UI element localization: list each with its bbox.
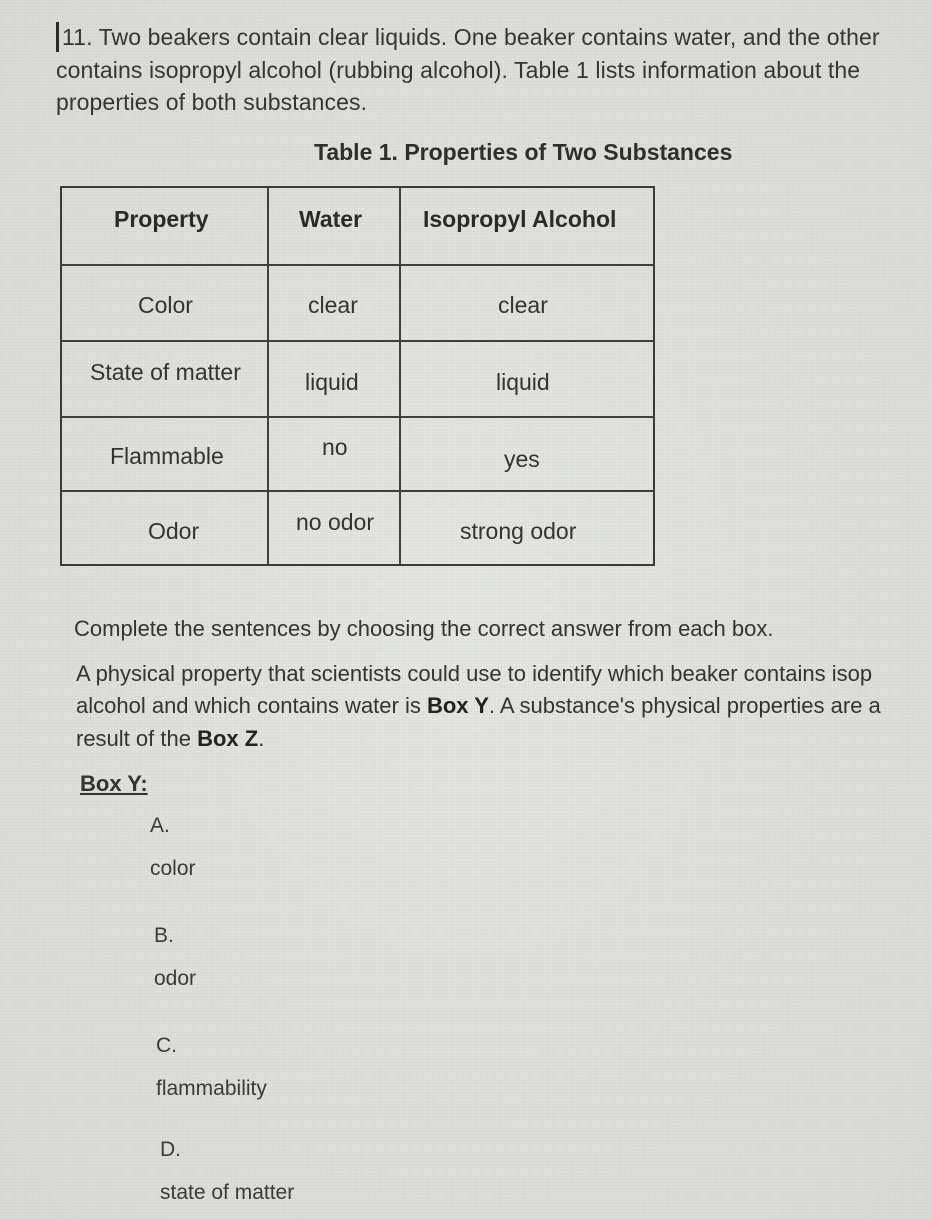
- table-cell: Flammable: [110, 443, 224, 469]
- option-text: color: [150, 857, 196, 880]
- table-cell: State of matter: [90, 359, 241, 385]
- table-cell: clear: [498, 292, 548, 318]
- sentence-line-1: A physical property that scientists could use to identify which beaker contains isop: [76, 661, 873, 686]
- table-header-isopropyl: Isopropyl Alcohol: [423, 206, 617, 232]
- option-text: state of matter: [160, 1181, 295, 1204]
- option-text: odor: [154, 967, 197, 990]
- box-y-label: Box Y:: [80, 771, 148, 796]
- table-header-property: Property: [114, 206, 209, 232]
- table-cell: yes: [504, 446, 540, 472]
- table-cell: Odor: [148, 518, 200, 544]
- table-cell: no odor: [296, 509, 375, 535]
- table-cell: no: [322, 434, 348, 460]
- option-letter: D.: [160, 1138, 181, 1161]
- table-cell: clear: [308, 292, 358, 318]
- sentence-text: result of the: [76, 726, 198, 751]
- answer-option-c[interactable]: [156, 1034, 267, 1101]
- text-cursor: [56, 22, 59, 52]
- question-line-3: properties of both substances.: [56, 89, 368, 115]
- table-row-divider: [62, 264, 653, 266]
- sentence-text: .: [258, 726, 265, 751]
- option-letter: A.: [150, 814, 170, 837]
- sentence-line-3: [76, 726, 264, 752]
- option-letter: C.: [156, 1034, 177, 1057]
- answer-option-a[interactable]: [150, 814, 196, 881]
- question-line-1: 11. Two beakers contain clear liquids. One beaker contains water, and the other: [62, 24, 880, 50]
- instructions: Complete the sentences by choosing the correct answer from each box.: [74, 616, 774, 641]
- box-z-reference: Box Z: [197, 726, 259, 751]
- table-caption: Table 1. Properties of Two Substances: [314, 139, 733, 165]
- table-cell: strong odor: [460, 518, 577, 544]
- option-letter: B.: [154, 924, 174, 947]
- question-line-2: contains isopropyl alcohol (rubbing alcohol). Table 1 lists information about the: [56, 57, 861, 83]
- properties-table: [60, 186, 655, 566]
- table-cell: Color: [138, 292, 193, 318]
- table-row-divider: [62, 490, 653, 492]
- table-row-divider: [62, 416, 653, 418]
- answer-option-b[interactable]: [154, 924, 196, 991]
- table-col-divider: [267, 188, 269, 564]
- table-row-divider: [62, 340, 653, 342]
- table-cell: liquid: [496, 369, 550, 395]
- sentence-text: alcohol and which contains water is: [76, 693, 427, 718]
- answer-option-d[interactable]: [160, 1138, 294, 1205]
- sentence-line-2: [76, 693, 881, 719]
- table-cell: liquid: [305, 369, 359, 395]
- table-col-divider: [399, 188, 401, 564]
- sentence-text: . A substance's physical properties are a: [488, 693, 881, 718]
- option-text: flammability: [156, 1077, 267, 1100]
- table-header-water: Water: [299, 206, 363, 232]
- box-y-reference: Box Y: [426, 693, 489, 718]
